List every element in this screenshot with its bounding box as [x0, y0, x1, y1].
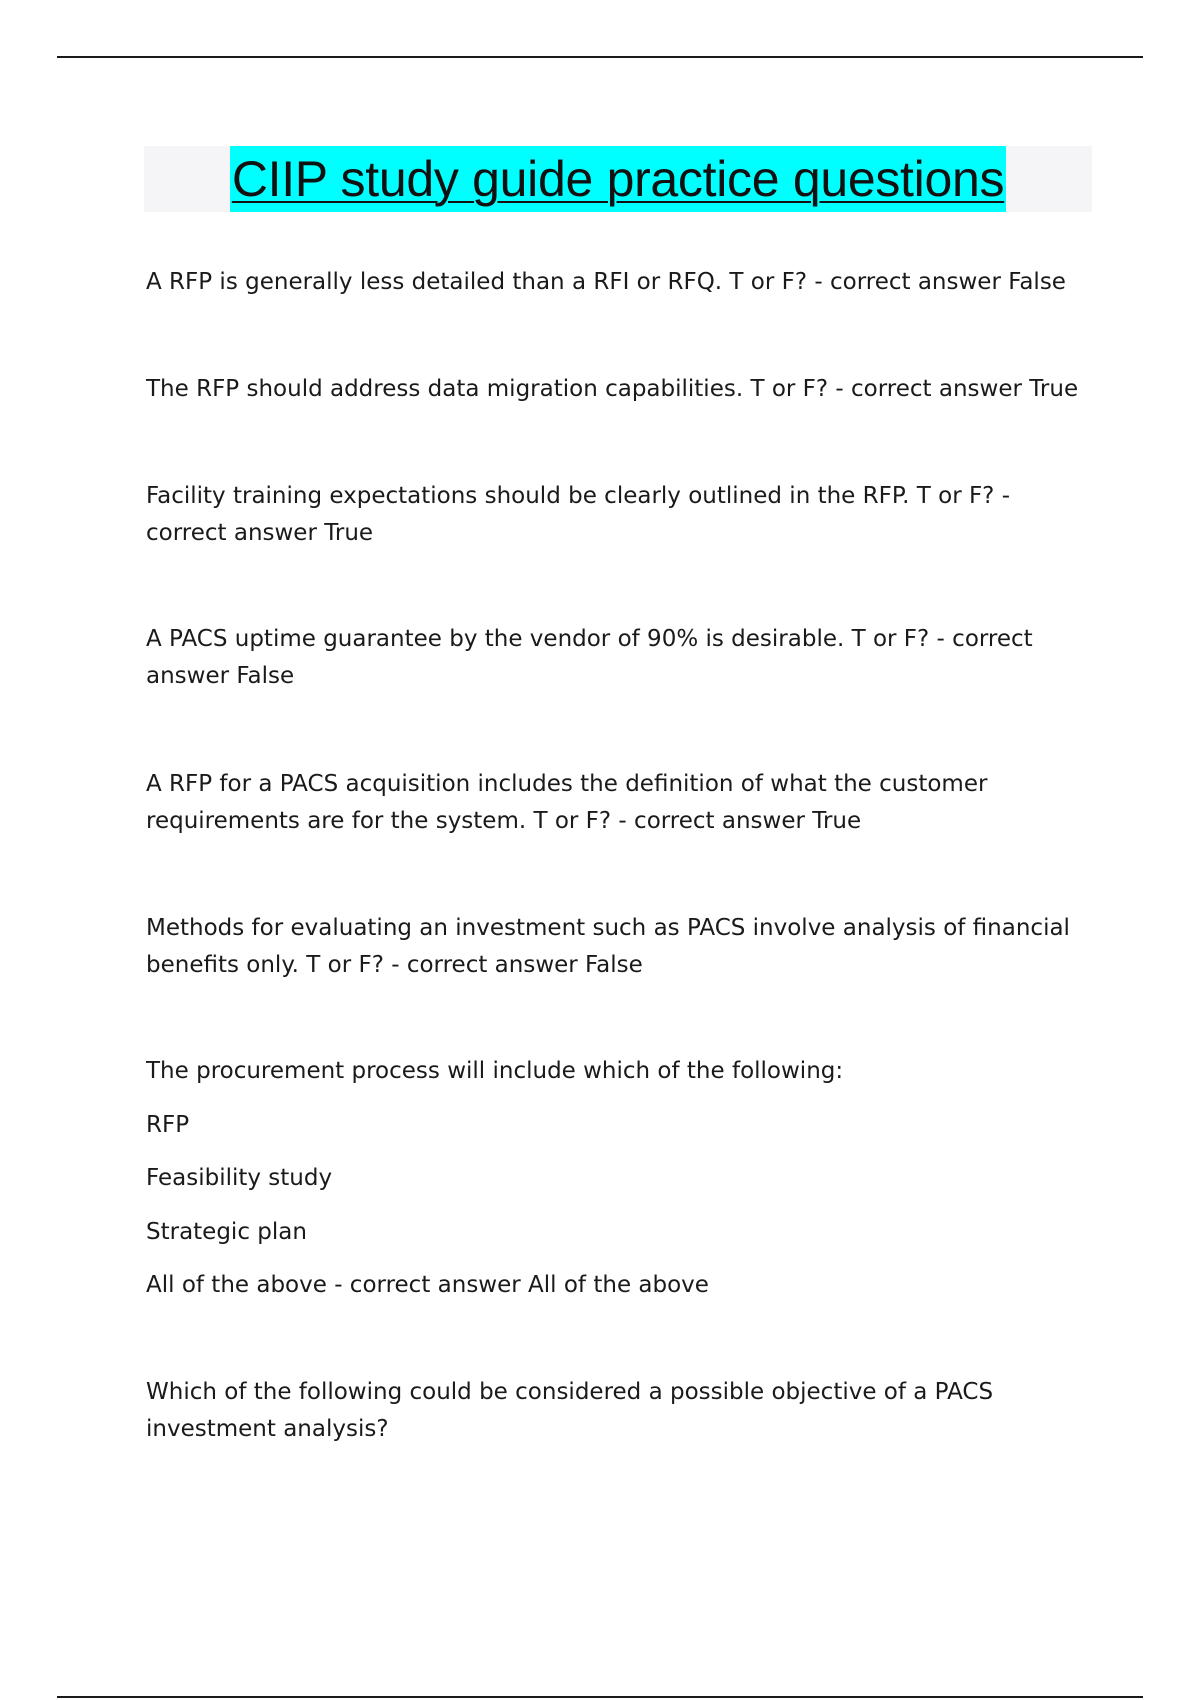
title-band: [144, 146, 1092, 212]
question-7-option-1: RFP: [146, 1112, 190, 1138]
question-2: The RFP should address data migration capabilities. T or F? - correct answer True: [146, 376, 1079, 402]
question-8: Which of the following could be considered a possible objective of a PACS investment analysis?: [146, 1379, 994, 1442]
question-5: A RFP for a PACS acquisition includes the definition of what the customer requirements are for the system. T or F? - correct answer True: [146, 771, 988, 834]
bottom-rule: [57, 1696, 1143, 1698]
question-7-option-3: Strategic plan: [146, 1219, 307, 1245]
question-7-option-2: Feasibility study: [146, 1165, 333, 1191]
question-7-prompt: The procurement process will include which of the following:: [146, 1058, 844, 1084]
top-rule: [57, 56, 1143, 58]
question-6: Methods for evaluating an investment such as PACS involve analysis of financial benefits only. T or F? - correct answer False: [146, 915, 1070, 978]
question-3: Facility training expectations should be clearly outlined in the RFP. T or F? - correct answer True: [146, 483, 1011, 546]
question-4: A PACS uptime guarantee by the vendor of 90% is desirable. T or F? - correct answer False: [146, 626, 1033, 689]
question-1: A RFP is generally less detailed than a RFI or RFQ. T or F? - correct answer False: [146, 269, 1066, 295]
question-7-option-4: All of the above - correct answer All of the above: [146, 1272, 709, 1298]
document-title: CIIP study guide practice questions: [230, 146, 1006, 212]
